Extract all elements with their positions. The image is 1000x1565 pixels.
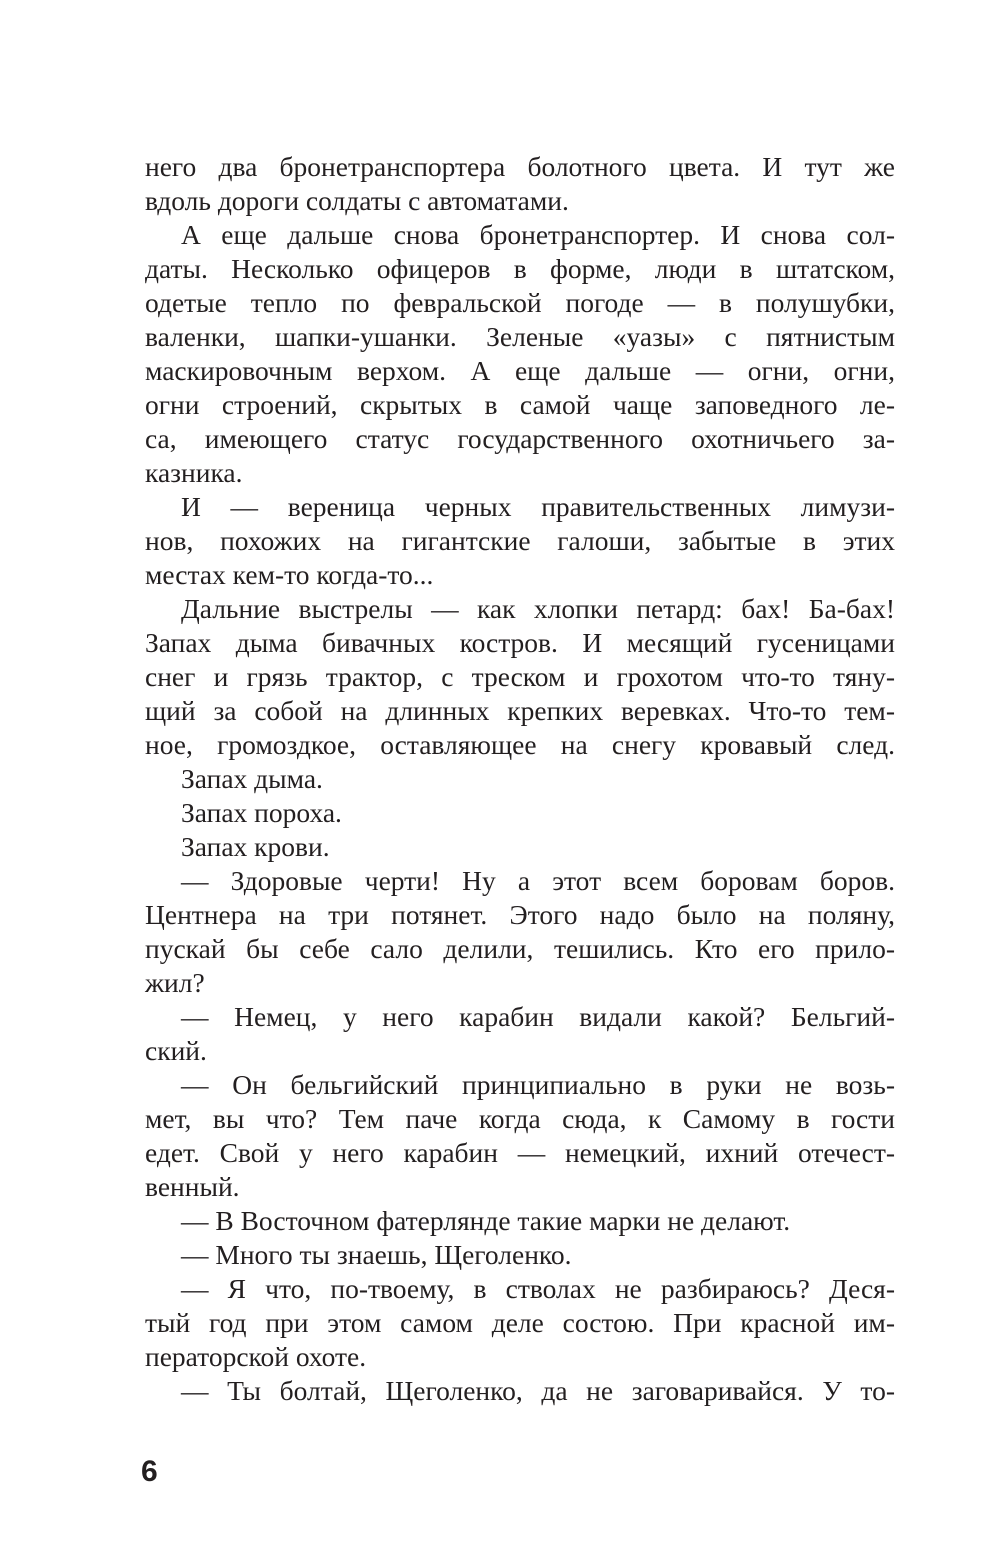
text-line: нов, похожих на гигантские галоши, забытые в этих (145, 525, 895, 556)
text-line: жил? (145, 967, 205, 998)
text-line: Центнера на три потянет. Этого надо было на поляну, (145, 899, 895, 930)
text-line: — Много ты знаешь, Щеголенко. (181, 1239, 572, 1270)
text-line: местах кем-то когда-то... (145, 559, 434, 590)
text-line: Запах крови. (181, 831, 330, 862)
text-line: ператорской охоте. (145, 1341, 367, 1372)
text-line: валенки, шапки-ушанки. Зеленые «уазы» с пятнистым (145, 321, 895, 352)
page-number: 6 (141, 1455, 158, 1488)
text-line: казника. (145, 457, 243, 488)
text-line: тый год при этом самом деле состою. При красной им- (145, 1307, 895, 1338)
text-line: Запах дыма. (181, 763, 323, 794)
text-line: — Здоровые черти! Ну а этот всем боровам боров. (181, 865, 895, 896)
text-line: Запах пороха. (181, 797, 342, 828)
text-line: одетые тепло по февральской погоде — в полушубки, (145, 287, 895, 318)
text-line: са, имеющего статус государственного охотничьего за- (145, 423, 895, 454)
text-line: венный. (145, 1171, 240, 1202)
text-line: — В Восточном фатерлянде такие марки не делают. (181, 1205, 791, 1236)
text-line: мет, вы что? Тем паче когда сюда, к Самому в гости (145, 1103, 895, 1134)
text-line: огни строений, скрытых в самой чаще заповедного ле- (145, 389, 895, 420)
text-line: пускай бы себе сало делили, тешились. Кто его прило- (145, 933, 895, 964)
text-line: — Он бельгийский принципиально в руки не возь- (181, 1069, 895, 1100)
text-line: Дальние выстрелы — как хлопки петард: бах! Ба-бах! (181, 593, 895, 624)
page-body-text (145, 150, 895, 1408)
text-line: А еще дальше снова бронетранспортер. И снова сол- (181, 219, 895, 250)
text-line: щий за собой на длинных крепких веревках. Что-то тем- (145, 695, 895, 726)
text-line: снег и грязь трактор, с треском и грохотом что-то тяну- (145, 661, 895, 692)
text-line: маскировочным верхом. А еще дальше — огни, огни, (145, 355, 895, 386)
text-line: ский. (145, 1035, 207, 1066)
text-line: — Ты болтай, Щеголенко, да не заговаривайся. У то- (181, 1375, 895, 1406)
text-line: И — вереница черных правительственных лимузи- (181, 491, 895, 522)
text-line: Запах дыма бивачных костров. И месящий гусеницами (145, 627, 895, 658)
text-line: — Я что, по-твоему, в стволах не разбираюсь? Деся- (181, 1273, 895, 1304)
text-line: едет. Свой у него карабин — немецкий, ихний отечест- (145, 1137, 895, 1168)
text-line: вдоль дороги солдаты с автоматами. (145, 185, 569, 216)
text-line: него два бронетранспортера болотного цвета. И тут же (145, 151, 895, 182)
text-line: — Немец, у него карабин видали какой? Бельгий- (181, 1001, 895, 1032)
text-line: ное, громоздкое, оставляющее на снегу кровавый след. (145, 729, 895, 760)
text-line: даты. Несколько офицеров в форме, люди в штатском, (145, 253, 895, 284)
